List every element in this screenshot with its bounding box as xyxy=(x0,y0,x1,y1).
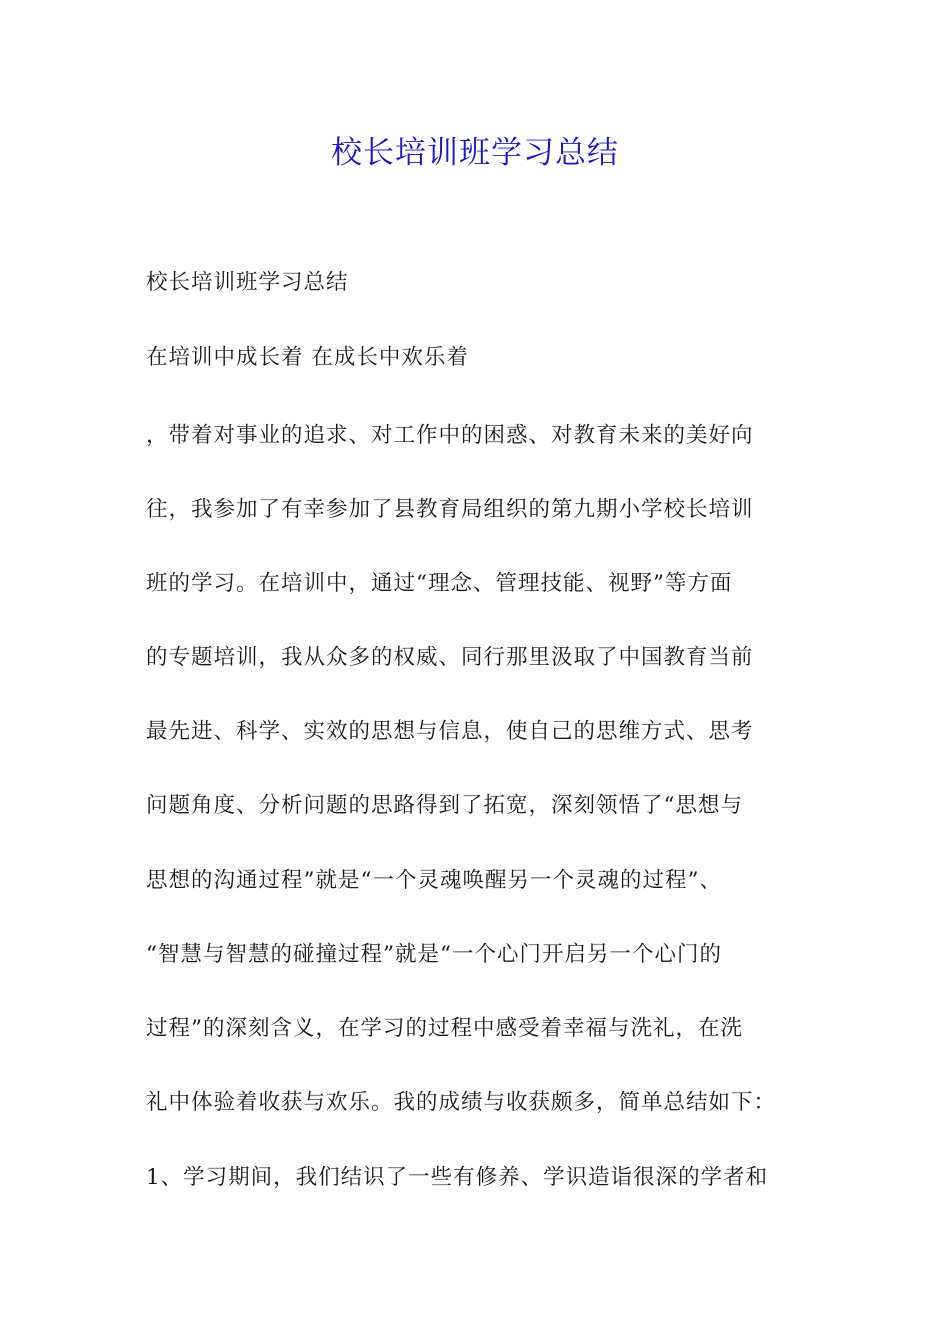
text-line: ，带着对事业的追求、对工作中的困惑、对教育未来的美好向 xyxy=(146,423,754,448)
text-line: “智慧与智慧的碰撞过程”就是“一个心门开启另一个心门的 xyxy=(146,942,722,967)
text-line: 往，我参加了有幸参加了县教育局组织的第九期小学校长培训 xyxy=(146,497,754,522)
text-line: 在培训中成长着 在成长中欢乐着 xyxy=(146,345,469,370)
text-line: 最先进、科学、实效的思想与信息，使自己的思维方式、思考 xyxy=(146,719,754,744)
text-line: 思想的沟通过程”就是“一个灵魂唤醒另一个灵魂的过程”、 xyxy=(146,868,722,893)
text-line: 问题角度、分析问题的思路得到了拓宽，深刻领悟了“思想与 xyxy=(146,793,743,818)
text-line: 1、学习期间，我们结识了一些有修养、学识造诣很深的学者和 xyxy=(146,1165,769,1190)
text-line: 的专题培训，我从众多的权威、同行那里汲取了中国教育当前 xyxy=(146,645,754,670)
text-line: 班的学习。在培训中，通过“理念、管理技能、视野”等方面 xyxy=(146,571,733,596)
document-title: 校长培训班学习总结 xyxy=(331,135,619,171)
text-line: 校长培训班学习总结 xyxy=(146,270,349,295)
text-line: 礼中体验着收获与欢乐。我的成绩与收获颇多，简单总结如下： xyxy=(146,1090,777,1115)
text-line: 过程”的深刻含义，在学习的过程中感受着幸福与洗礼，在洗 xyxy=(146,1016,743,1041)
